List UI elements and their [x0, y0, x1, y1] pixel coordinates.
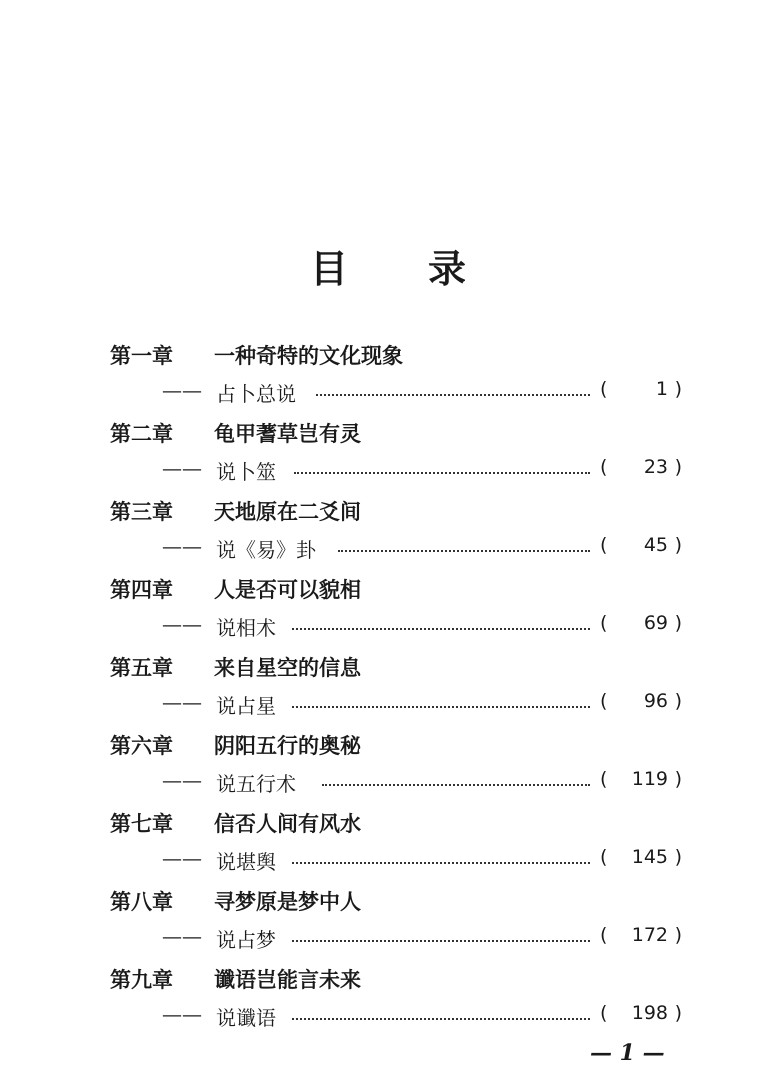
page-number: 45	[643, 534, 668, 556]
paren-close: )	[674, 924, 682, 946]
paren-open: (	[600, 456, 608, 478]
em-dash: ——	[162, 846, 202, 870]
chapter-heading	[110, 886, 361, 918]
chapter-number: 第三章	[110, 500, 173, 524]
toc-entry	[162, 1002, 682, 1032]
em-dash: ——	[162, 456, 202, 480]
paren-close: )	[674, 846, 682, 868]
dot-leader	[292, 628, 590, 630]
toc-entry	[162, 456, 682, 486]
page-number: 119	[631, 768, 668, 790]
paren-open: (	[600, 846, 608, 868]
dot-leader	[292, 706, 590, 708]
section-subtitle: 说卜筮	[216, 460, 276, 484]
section-subtitle: 说谶语	[216, 1006, 276, 1030]
chapter-heading	[110, 340, 403, 372]
dot-leader	[322, 784, 590, 786]
page-number: 1	[655, 378, 668, 400]
em-dash: ——	[162, 534, 202, 558]
section-subtitle: 说占星	[216, 694, 276, 718]
paren-close: )	[674, 768, 682, 790]
paren-open: (	[600, 924, 608, 946]
title-char-2: 录	[428, 246, 467, 291]
chapter-number: 第一章	[110, 344, 173, 368]
paren-open: (	[600, 612, 608, 634]
paren-open: (	[600, 534, 608, 556]
section-subtitle: 说五行术	[216, 772, 296, 796]
section-subtitle: 说相术	[216, 616, 276, 640]
dot-leader	[292, 940, 590, 942]
chapter-number: 第八章	[110, 890, 173, 914]
dot-leader	[292, 862, 590, 864]
toc-entry	[162, 612, 682, 642]
toc-entry	[162, 534, 682, 564]
toc-entry	[162, 690, 682, 720]
paren-open: (	[600, 768, 608, 790]
chapter-title: 一种奇特的文化现象	[214, 344, 403, 368]
chapter-number: 第五章	[110, 656, 173, 680]
page-number: 96	[643, 690, 668, 712]
chapter-heading	[110, 964, 361, 996]
chapter-number: 第九章	[110, 968, 173, 992]
page-number-footer: — 1 —	[590, 1040, 665, 1066]
section-subtitle: 说占梦	[216, 928, 276, 952]
chapter-number: 第六章	[110, 734, 173, 758]
dot-leader	[292, 1018, 590, 1020]
em-dash: ——	[162, 612, 202, 636]
toc-entry	[162, 768, 682, 798]
em-dash: ——	[162, 1002, 202, 1026]
page-number: 69	[643, 612, 668, 634]
paren-open: (	[600, 690, 608, 712]
chapter-number: 第七章	[110, 812, 173, 836]
paren-close: )	[674, 690, 682, 712]
section-subtitle: 说《易》卦	[216, 538, 316, 562]
page-number: 145	[631, 846, 668, 868]
title-char-1: 目	[310, 246, 349, 291]
section-subtitle: 占卜总说	[216, 382, 296, 406]
dot-leader	[316, 394, 590, 396]
chapter-title: 天地原在二爻间	[214, 500, 361, 524]
paren-close: )	[674, 378, 682, 400]
page-number: 172	[631, 924, 668, 946]
chapter-number: 第二章	[110, 422, 173, 446]
chapter-heading	[110, 652, 361, 684]
toc-entry	[162, 378, 682, 408]
paren-close: )	[674, 534, 682, 556]
dot-leader	[294, 472, 590, 474]
em-dash: ——	[162, 924, 202, 948]
chapter-title: 信否人间有风水	[214, 812, 361, 836]
chapter-title: 谶语岂能言未来	[214, 968, 361, 992]
paren-open: (	[600, 1002, 608, 1024]
dot-leader	[338, 550, 590, 552]
page-number: 198	[631, 1002, 668, 1024]
toc-entry	[162, 846, 682, 876]
chapter-title: 龟甲蓍草岂有灵	[214, 422, 361, 446]
section-subtitle: 说堪舆	[216, 850, 276, 874]
em-dash: ——	[162, 690, 202, 714]
paren-open: (	[600, 378, 608, 400]
chapter-number: 第四章	[110, 578, 173, 602]
chapter-title: 来自星空的信息	[214, 656, 361, 680]
em-dash: ——	[162, 378, 202, 402]
chapter-title: 阴阳五行的奥秘	[214, 734, 361, 758]
chapter-title: 人是否可以貌相	[214, 578, 361, 602]
chapter-heading	[110, 808, 361, 840]
chapter-title: 寻梦原是梦中人	[214, 890, 361, 914]
page-number: 23	[643, 456, 668, 478]
paren-close: )	[674, 456, 682, 478]
paren-close: )	[674, 1002, 682, 1024]
chapter-heading	[110, 418, 361, 450]
chapter-heading	[110, 730, 361, 762]
em-dash: ——	[162, 768, 202, 792]
toc-entry	[162, 924, 682, 954]
chapter-heading	[110, 574, 361, 606]
chapter-heading	[110, 496, 361, 528]
paren-close: )	[674, 612, 682, 634]
